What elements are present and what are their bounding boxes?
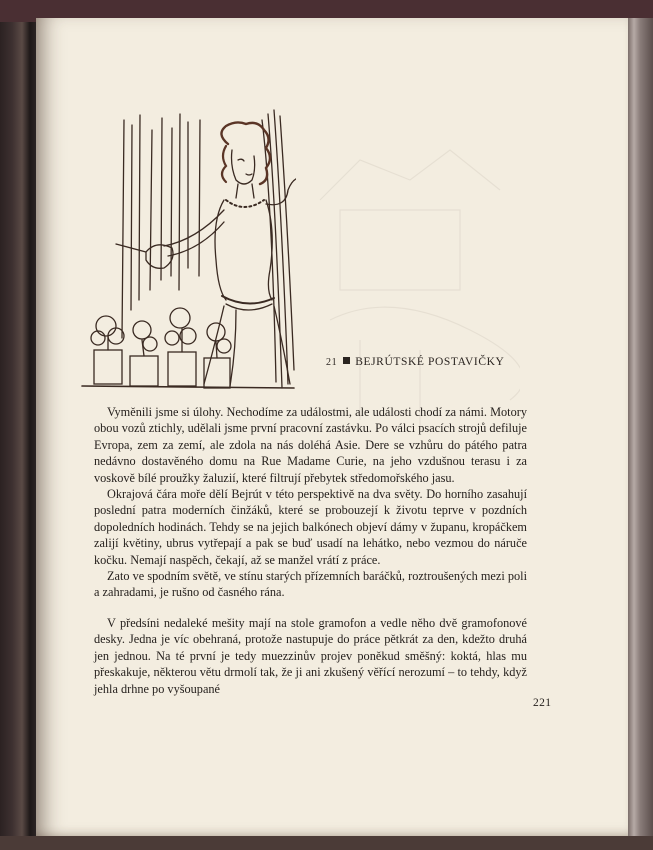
chapter-title: BEJRÚTSKÉ POSTAVIČKY [355, 356, 505, 368]
paragraph: V předsíni nedaleké mešity mají na stole gramofon a vedle něho dvě gramofonové desky. Jedna je víc obehraná, protože nastupuje do práce pětkrát za den, kdežto druhá jen jednou. Na té první je tedy muezzinův projev poněkud směšný: koktá, hlas mu přeskakuje, některou větu drmolí tak, že ji ani zkušený věřící nerozumí – to tehdy, když jehla drhne po vyšoupané [94, 615, 527, 696]
chapter-number: 21 [326, 357, 338, 368]
chapter-heading [326, 356, 504, 368]
page-stack-edge [628, 18, 653, 836]
page-number: 221 [533, 697, 552, 709]
scan-bottom-margin [0, 836, 653, 850]
paragraph: Vyměnili jsme si úlohy. Nechodíme za událostmi, ale události chodí za námi. Motory obou vozů ztichly, udělali jsme první pracovní zastávku. Po válci psacích strojů defiluje Evropa, zem za zemí, ale zdola na nás doléhá Asie. Dere se vzhůru do pátého patra nedávno dostavěného domu na Rue Madame Curie, na jeho vzdušnou terasu i za voskově bílé proužky žaluzií, které filtrují přebytek středomořského jasu. [94, 405, 527, 485]
body-text [94, 404, 527, 697]
paragraph: Zato ve spodním světě, ve stínu starých přízemních baráčků, roztroušených mezi poli a zahradami, je rušno od časného rána. [94, 569, 527, 600]
paragraph: Okrajová čára moře dělí Bejrút v této perspektivě na dva světy. Do horního zasahují poslední patra moderních činžáků, které se probouzejí k životu teprve v pozdních dopoledních hodinách. Tehdy se na jejich balkónech objeví dámy v županu, kropáčkem zalijí květiny, ubrus vytřepají a pak se buď usadí na lehátko, nebo vezmou do náruče kočku. Nemají naspěch, čekají, až se manžel vrátí z práce. [94, 487, 527, 567]
square-bullet-icon [343, 357, 350, 364]
woman-watering-flowers-illustration [76, 100, 296, 392]
show-through-ghost [300, 140, 520, 440]
